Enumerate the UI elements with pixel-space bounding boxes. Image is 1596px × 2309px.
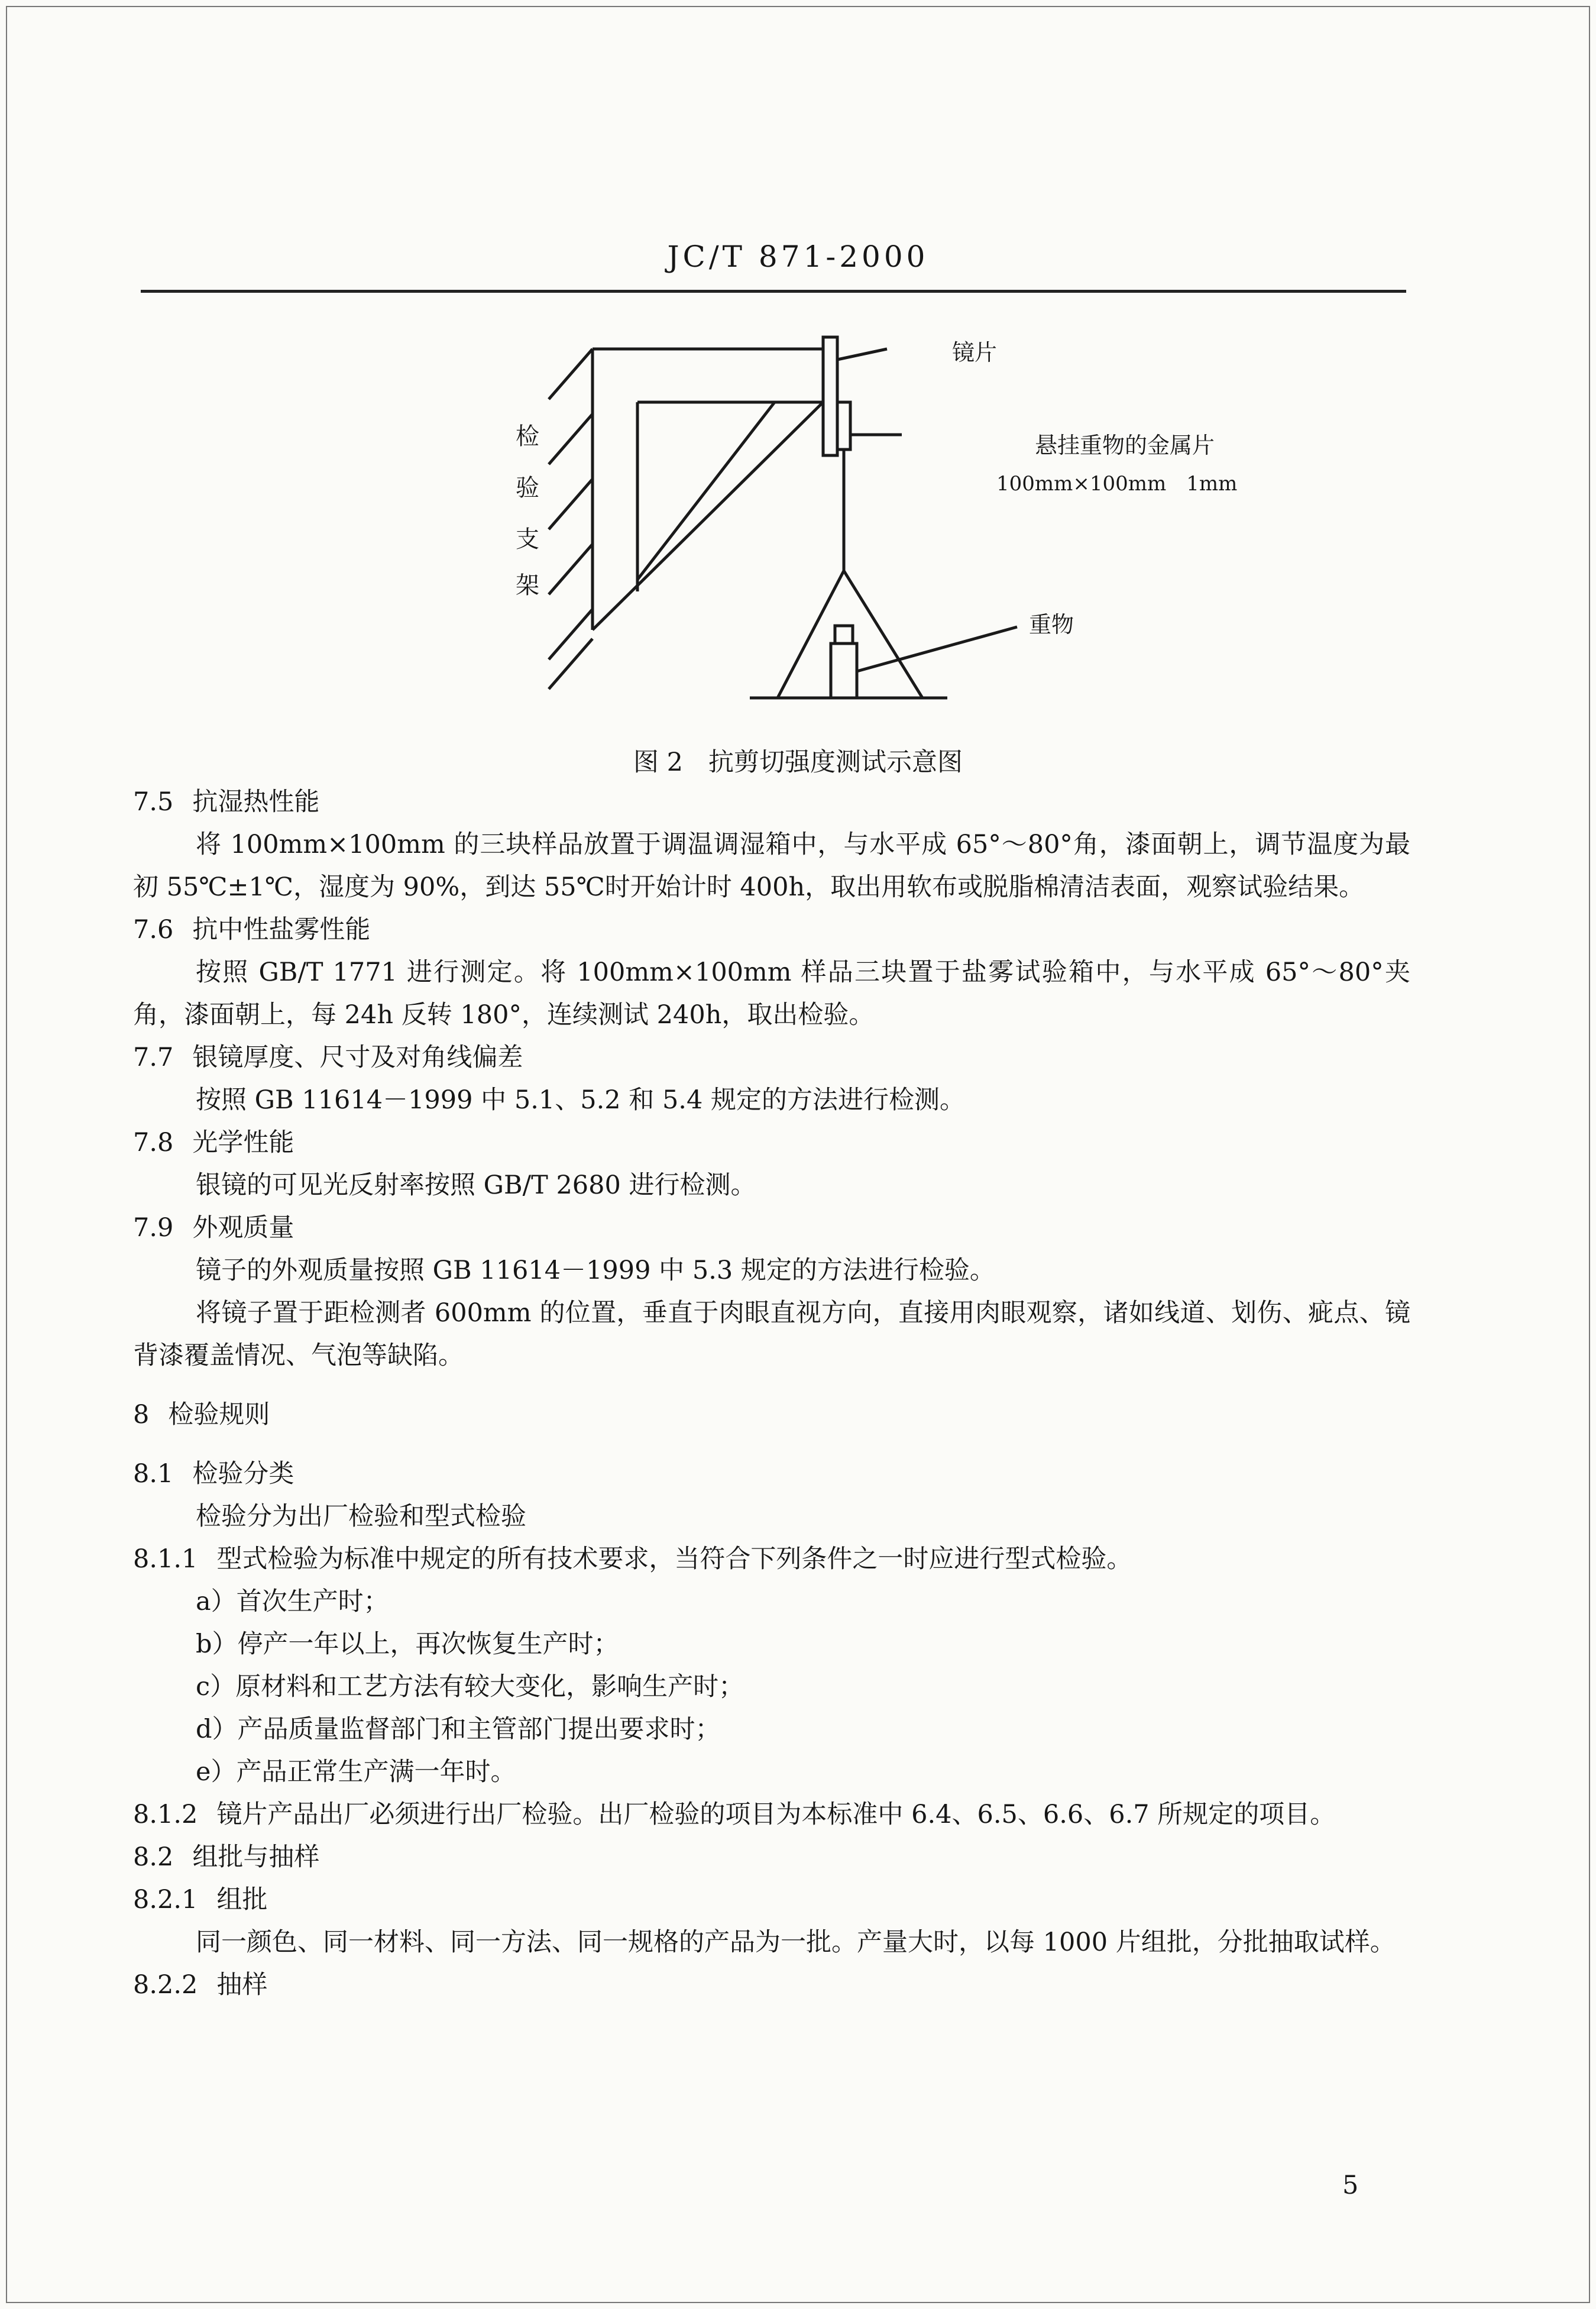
section-heading xyxy=(133,781,1410,823)
hatch-line xyxy=(549,349,593,399)
section-number: 8 xyxy=(133,1400,150,1430)
section-title: 抽样 xyxy=(216,1970,268,2000)
section-number: 7.9 xyxy=(133,1213,174,1243)
hatch-line xyxy=(549,479,593,529)
shear-test-diagram xyxy=(0,0,1596,769)
shear-test-figure xyxy=(0,0,1596,769)
weight-cap xyxy=(835,626,853,643)
list-item: b）停产一年以上，再次恢复生产时； xyxy=(196,1629,619,1659)
label-mirror: 镜片 xyxy=(952,339,998,366)
section-number: 8.1.1 xyxy=(133,1544,198,1574)
section-title: 检验规则 xyxy=(168,1400,270,1430)
paragraph: 镜子的外观质量按照 GB 11614－1999 中 5.3 规定的方法进行检验。 xyxy=(196,1256,995,1285)
section-heading xyxy=(133,908,1410,951)
section-heading xyxy=(133,1538,1410,1580)
section-title: 型式检验为标准中规定的所有技术要求，当符合下列条件之一时应进行型式检验。 xyxy=(216,1544,1132,1574)
hatch-line xyxy=(549,544,593,594)
section-title: 银镜厚度、尺寸及对角线偏差 xyxy=(192,1043,523,1072)
label-support-3: 支 xyxy=(516,526,539,553)
label-metal-plate: 悬挂重物的金属片 xyxy=(1035,432,1215,458)
section-heading xyxy=(133,1836,1410,1878)
section-title: 检验分类 xyxy=(192,1459,294,1489)
section-number: 7.6 xyxy=(133,915,174,945)
paragraph: 将 100mm×100mm 的三块样品放置于调温调湿箱中，与水平成 65°～80°角，漆面朝上，调节温度为最初 55℃±1℃，湿度为 90%，到达 55℃时开始计时 400h，取出用软布或脱脂棉清洁表面，观察试验结果。 xyxy=(133,830,1410,902)
hatch-line xyxy=(549,609,593,659)
section-heading xyxy=(133,1453,1410,1495)
list-item: a）首次生产时； xyxy=(196,1587,389,1616)
label-support-4: 架 xyxy=(516,572,539,599)
paragraph: 同一颜色、同一材料、同一方法、同一规格的产品为一批。产量大时，以每 1000 片组批，分批抽取试样。 xyxy=(196,1928,1396,1957)
list-item: e）产品正常生产满一年时。 xyxy=(196,1757,516,1787)
section-heading xyxy=(133,1793,1410,1836)
label-support-1: 检 xyxy=(516,423,539,450)
section-number: 7.5 xyxy=(133,787,174,817)
document-code-header: JC/T 871-2000 xyxy=(667,240,929,274)
label-plate-size: 100mm×100mm 1mm xyxy=(996,472,1238,496)
paragraph: 检验分为出厂检验和型式检验 xyxy=(196,1502,526,1531)
section-title: 抗湿热性能 xyxy=(192,787,320,817)
section-number: 8.2.1 xyxy=(133,1885,198,1915)
paragraph: 按照 GB/T 1771 进行测定。将 100mm×100mm 样品三块置于盐雾试验箱中，与水平成 65°～80°夹角，漆面朝上，每 24h 反转 180°，连续测试 240h，取出检验。 xyxy=(133,958,1410,1030)
document-body xyxy=(133,781,1410,2006)
brace-inner xyxy=(637,402,775,580)
section-title: 组批 xyxy=(216,1885,268,1915)
section-title: 外观质量 xyxy=(192,1213,294,1243)
section-heading xyxy=(133,1878,1410,1921)
section-heading xyxy=(133,1964,1410,2006)
section-number: 7.8 xyxy=(133,1128,174,1157)
list-item: d）产品质量监督部门和主管部门提出要求时； xyxy=(196,1715,721,1744)
weight-frame xyxy=(778,571,922,698)
chapter-heading xyxy=(133,1393,1410,1436)
section-title: 镜片产品出厂必须进行出厂检验。出厂检验的项目为本标准中 6.4、6.5、6.6、6.7 所规定的项目。 xyxy=(216,1800,1336,1829)
section-title: 组批与抽样 xyxy=(192,1842,320,1872)
page-number: 5 xyxy=(1342,2171,1359,2200)
section-number: 8.2.2 xyxy=(133,1970,198,2000)
hatch-line xyxy=(549,639,593,689)
label-weight: 重物 xyxy=(1029,612,1074,638)
figure-caption: 图 2 抗剪切强度测试示意图 xyxy=(633,748,963,777)
brace-outer xyxy=(593,402,823,630)
section-title: 光学性能 xyxy=(192,1128,294,1157)
paragraph: 将镜子置于距检测者 600mm 的位置，垂直于肉眼直视方向，直接用肉眼观察，诸如线道、划伤、疵点、镜背漆覆盖情况、气泡等缺陷。 xyxy=(133,1298,1410,1370)
section-number: 8.1 xyxy=(133,1459,174,1489)
weight-leader xyxy=(857,627,1017,671)
paragraph: 银镜的可见光反射率按照 GB/T 2680 进行检测。 xyxy=(196,1170,756,1200)
section-number: 7.7 xyxy=(133,1043,174,1072)
section-heading xyxy=(133,1036,1410,1079)
metal-plate xyxy=(837,402,850,449)
list-item: c）原材料和工艺方法有较大变化，影响生产时； xyxy=(196,1672,744,1702)
section-number: 8.1.2 xyxy=(133,1800,198,1829)
mirror-leader xyxy=(837,349,887,360)
section-title: 抗中性盐雾性能 xyxy=(192,915,371,945)
label-support-2: 验 xyxy=(516,474,539,502)
section-heading xyxy=(133,1207,1410,1249)
paragraph: 按照 GB 11614－1999 中 5.1、5.2 和 5.4 规定的方法进行检测。 xyxy=(196,1085,966,1115)
section-number: 8.2 xyxy=(133,1842,174,1872)
weight-body xyxy=(831,643,857,698)
section-heading xyxy=(133,1121,1410,1164)
hatch-line xyxy=(549,414,593,464)
mirror-plate xyxy=(823,337,837,455)
